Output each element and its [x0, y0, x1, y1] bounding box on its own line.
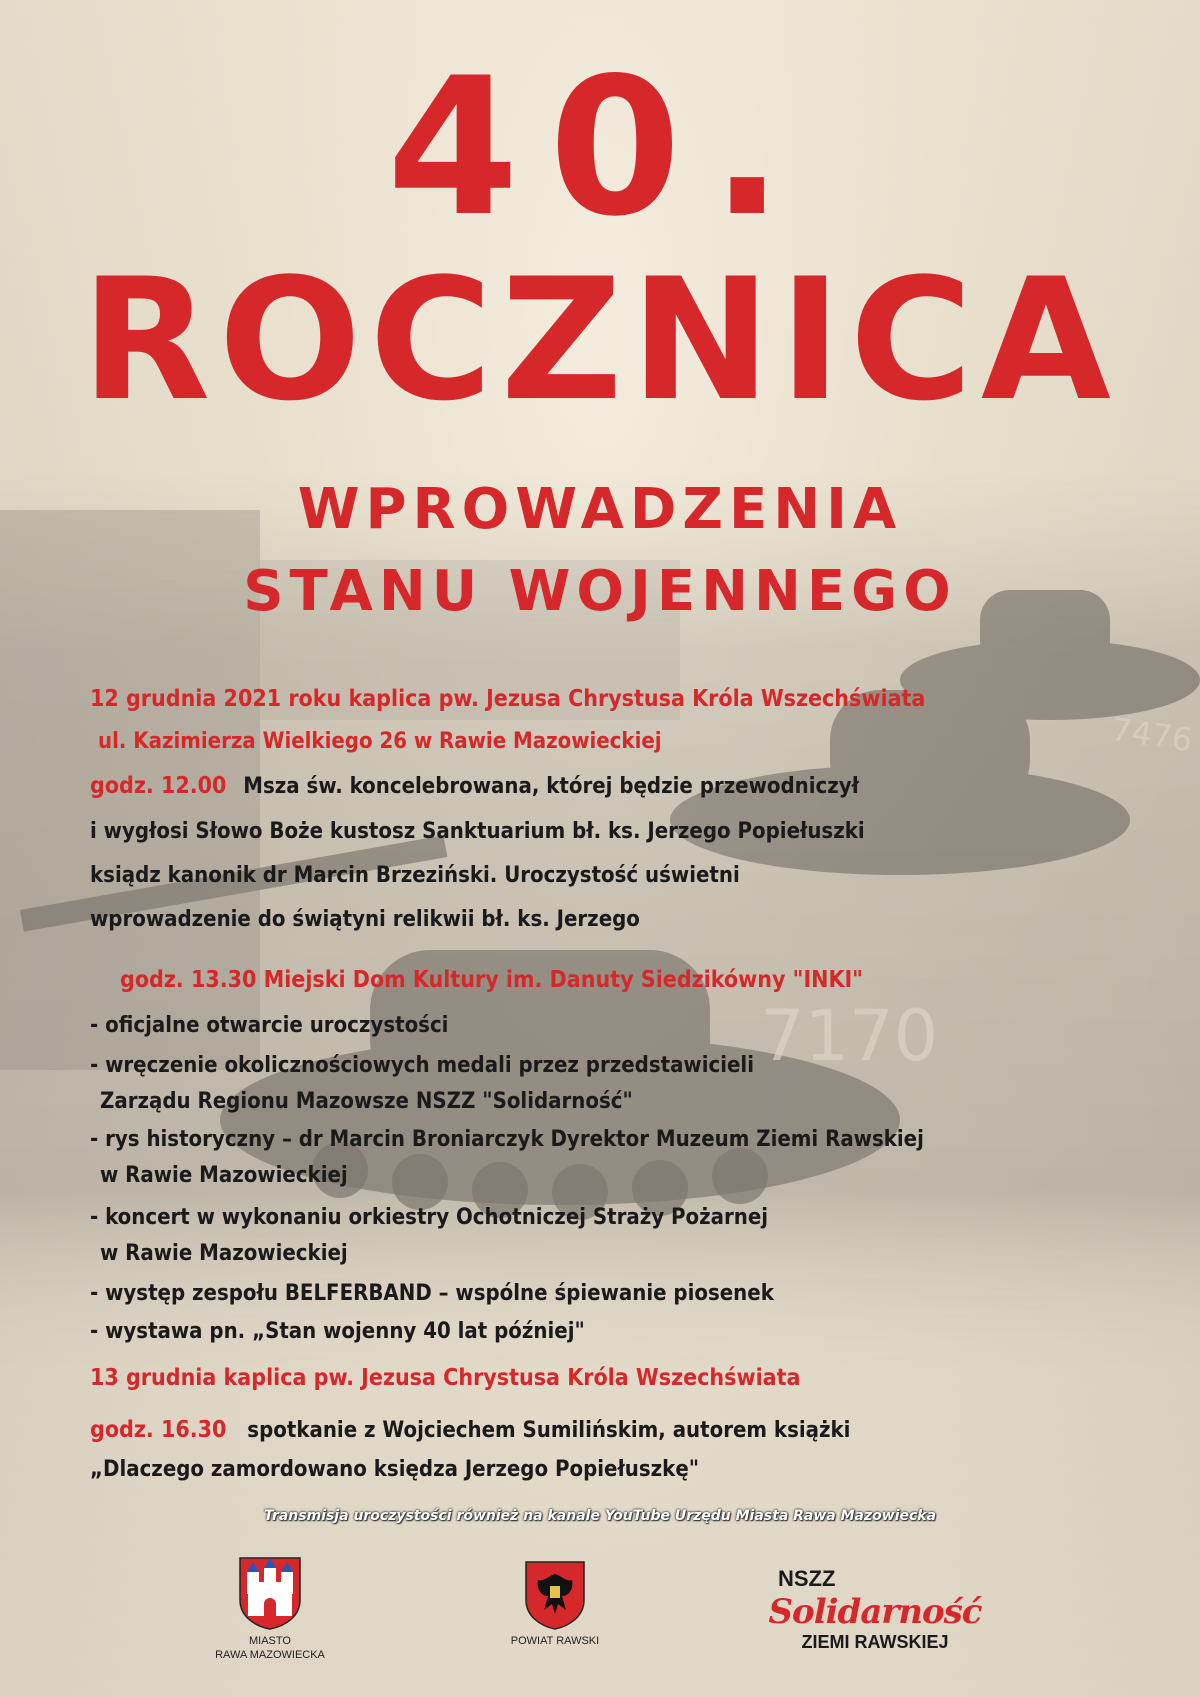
program-item: - wręczenie okolicznościowych medali przez przedstawicieli	[90, 1053, 754, 1078]
logo1-caption-line2: RAWA MAZOWIECKA	[215, 1649, 325, 1661]
mass-time: godz. 12.00	[90, 773, 227, 799]
svg-text:7170: 7170	[760, 995, 939, 1077]
mass-text3: ksiądz kanonik dr Marcin Brzeziński. Uroczystość uświetni	[90, 863, 740, 888]
broadcast-note: Transmisja uroczystości również na kanale YouTube Urzędu Miasta Rawa Mazowiecka	[263, 1508, 937, 1524]
program-item: Zarządu Regionu Mazowsze NSZZ "Solidarność"	[100, 1089, 633, 1114]
program-item: - koncert w wykonaniu orkiestry Ochotniczej Straży Pożarnej	[90, 1205, 769, 1230]
logo-miasto-rawa	[200, 1556, 340, 1662]
mass-text1: Msza św. koncelebrowana, której będzie przewodniczył	[243, 774, 859, 799]
meeting-line1	[90, 1416, 850, 1445]
logo3-ziemi-rawskiej: ZIEMI RAWSKIEJ	[801, 1632, 949, 1652]
logo-solidarnosc	[760, 1566, 990, 1653]
day2-header: 13 grudnia kaplica pw. Jezusa Chrystusa Króla Wszechświata	[90, 1365, 801, 1391]
rawa-coat-of-arms-icon	[238, 1556, 302, 1630]
day1-header: 12 grudnia 2021 roku kaplica pw. Jezusa Chrystusa Króla Wszechświata	[90, 686, 926, 712]
mass-line1	[90, 772, 859, 801]
logo2-caption: POWIAT RAWSKI	[510, 1635, 600, 1647]
headline-anniversary-number: 40.	[386, 37, 814, 258]
headline-subtitle-line1: WPROWADZENIA	[297, 477, 903, 542]
program-item: w Rawie Mazowieckiej	[100, 1163, 348, 1188]
headline-rocznica: ROCZNICA	[81, 242, 1119, 438]
day1-address: ul. Kazimierza Wielkiego 26 w Rawie Mazowieckiej	[98, 729, 662, 754]
logo-powiat-rawski	[495, 1560, 615, 1648]
program-item: w Rawie Mazowieckiej	[100, 1241, 348, 1266]
logo1-caption-line1: MIASTO	[249, 1635, 291, 1647]
svg-text:7476: 7476	[1108, 710, 1195, 760]
program-item: - występ zespołu BELFERBAND – wspólne śpiewanie piosenek	[90, 1281, 774, 1306]
mdk-header: godz. 13.30 Miejski Dom Kultury im. Danuty Siedzikówny "INKI"	[120, 967, 863, 993]
meeting-time: godz. 16.30	[90, 1417, 227, 1443]
logo3-solidarnosc: Solidarność	[768, 1592, 982, 1632]
program-item: - wystawa pn. „Stan wojenny 40 lat później"	[90, 1319, 585, 1344]
eagle-coat-of-arms-icon	[524, 1560, 586, 1630]
program-item: - rys historyczny – dr Marcin Broniarczyk Dyrektor Muzeum Ziemi Rawskiej	[90, 1127, 924, 1152]
meeting-text1: spotkanie z Wojciechem Sumilińskim, autorem książki	[247, 1418, 851, 1443]
mass-text4: wprowadzenie do świątyni relikwii bł. ks. Jerzego	[90, 907, 640, 932]
headline-subtitle-line2: STANU WOJENNEGO	[243, 559, 957, 624]
program-item: - oficjalne otwarcie uroczystości	[90, 1013, 449, 1038]
mass-text2: i wygłosi Słowo Boże kustosz Sanktuarium bł. ks. Jerzego Popiełuszki	[90, 819, 865, 844]
meeting-text2: „Dlaczego zamordowano księdza Jerzego Popiełuszkę"	[90, 1457, 700, 1482]
logo3-nszz: NSZZ	[778, 1566, 836, 1591]
